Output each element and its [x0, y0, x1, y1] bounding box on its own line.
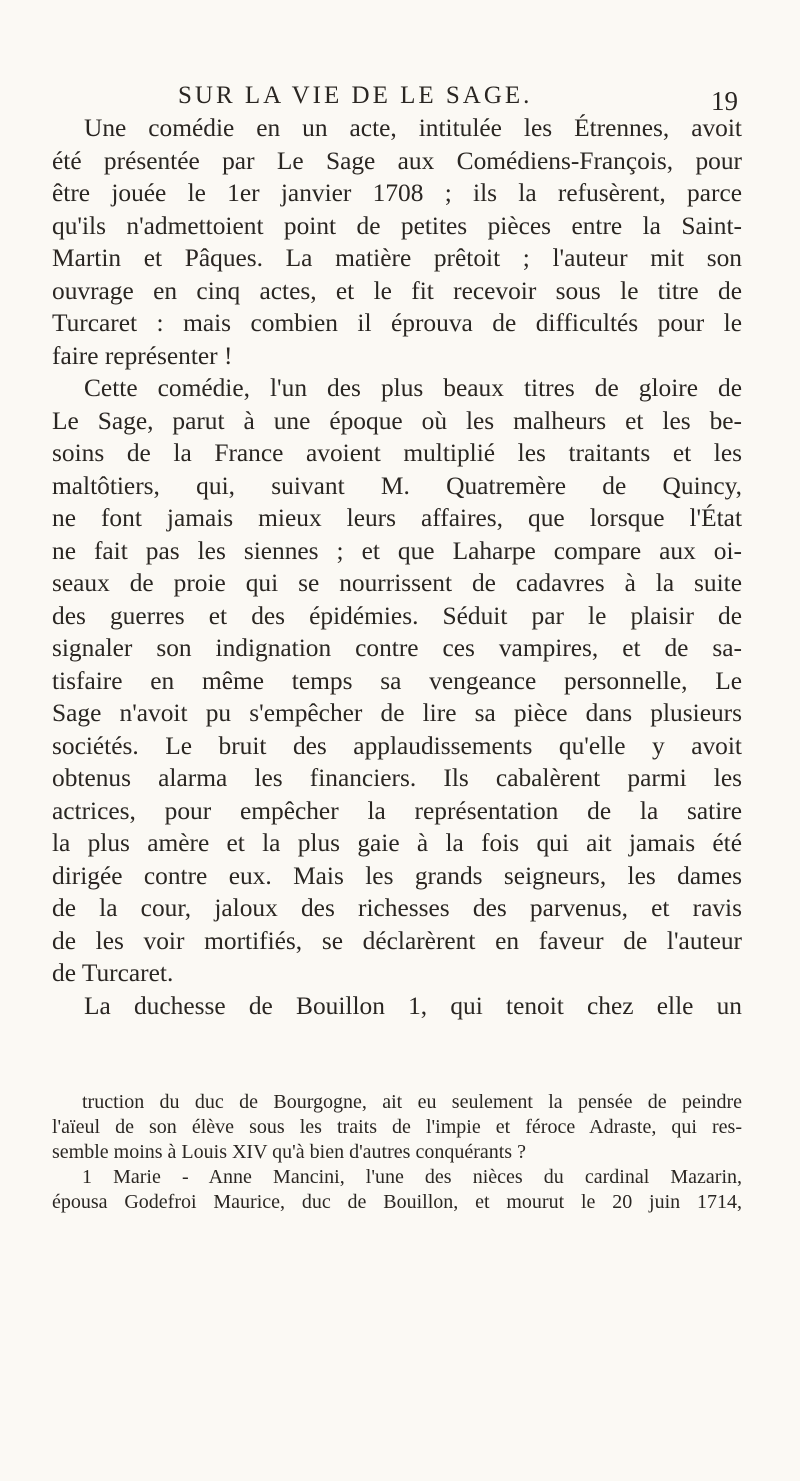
main-text [52, 112, 742, 1022]
text-line: tisfaire en même temps sa vengeance personnelle, Le [52, 666, 742, 695]
text-line: signaler son indignation contre ces vampires, et de sa- [52, 634, 742, 662]
text-line: ne font jamais mieux leurs affaires, que lorsque l'État [52, 504, 742, 532]
text-line: Martin et Pâques. La matière prêtoit ; l'auteur mit son [52, 244, 742, 272]
text-line: obtenus alarma les financiers. Ils cabalèrent parmi les [52, 764, 742, 792]
text-line: des guerres et des épidémies. Séduit par le plaisir de [52, 601, 742, 630]
text-line: la plus amère et la plus gaie à la fois qui ait jamais été [52, 829, 742, 857]
footnote-line: semble moins à Louis XIV qu'à bien d'autres conquérants ? [52, 1141, 526, 1163]
text-line: maltôtiers, qui, suivant M. Quatremère de Quincy, [52, 471, 742, 500]
text-line: Le Sage, parut à une époque où les malheurs et les be- [52, 406, 742, 435]
running-title: SUR LA VIE DE LE SAGE. [178, 82, 533, 109]
text-line: faire représenter ! [52, 341, 233, 370]
text-line: ne fait pas les siennes ; et que Laharpe compare aux oi- [52, 536, 742, 565]
page-header [178, 82, 738, 116]
text-line: être jouée le 1er janvier 1708 ; ils la refusèrent, parce [52, 179, 742, 207]
text-line: La duchesse de Bouillon 1, qui tenoit chez elle un [84, 991, 742, 1020]
text-line: Une comédie en un acte, intitulée les Étrennes, avoit [84, 114, 742, 142]
text-line: qu'ils n'admettoient point de petites pièces entre la Saint- [52, 211, 742, 240]
text-line: actrices, pour empêcher la représentation de la satire [52, 796, 742, 825]
text-line: Turcaret : mais combien il éprouva de difficultés pour le [52, 309, 742, 337]
footnotes [52, 1090, 742, 1215]
text-line: de Turcaret. [52, 959, 174, 987]
text-line: Sage n'avoit pu s'empêcher de lire sa pièce dans plusieurs [52, 699, 742, 727]
text-line: seaux de proie qui se nourrissent de cadavres à la suite [52, 569, 742, 597]
footnote-line: 1 Marie - Anne Mancini, l'une des nièces du cardinal Mazarin, [82, 1166, 742, 1188]
footnote-line: truction du duc de Bourgogne, ait eu seulement la pensée de peindre [82, 1091, 742, 1113]
text-line: été présentée par Le Sage aux Comédiens-François, pour [52, 146, 742, 175]
text-line: Cette comédie, l'un des plus beaux titres de gloire de [84, 374, 742, 402]
page-number: 19 [711, 86, 738, 116]
text-line: dirigée contre eux. Mais les grands seigneurs, les dames [52, 861, 742, 890]
footnote-line: épousa Godefroi Maurice, duc de Bouillon, et mourut le 20 juin 1714, [52, 1191, 742, 1213]
text-line: de la cour, jaloux des richesses des parvenus, et ravis [52, 894, 742, 922]
text-line: sociétés. Le bruit des applaudissements qu'elle y avoit [52, 731, 742, 760]
text-line: soins de la France avoient multiplié les traitants et les [52, 439, 742, 467]
text-line: de les voir mortifiés, se déclarèrent en faveur de l'auteur [52, 926, 742, 955]
footnote-line: l'aïeul de son élève sous les traits de l'impie et féroce Adraste, qui res- [52, 1116, 742, 1138]
text-line: ouvrage en cinq actes, et le fit recevoir sous le titre de [52, 276, 742, 305]
